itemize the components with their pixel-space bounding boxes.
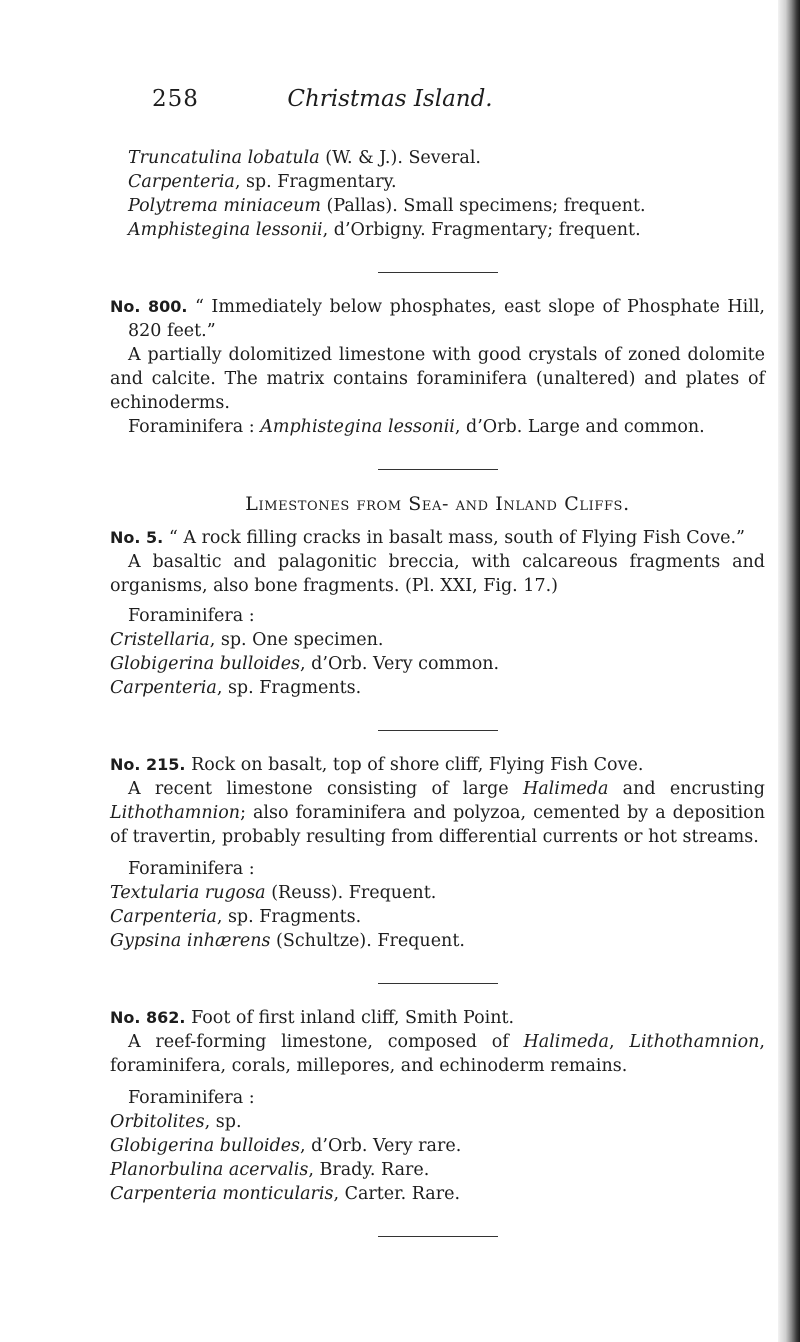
page-header xyxy=(0,86,780,116)
list-item: Carpenteria, sp. Fragmentary. xyxy=(128,172,397,192)
list-item: Planorbulina acervalis, Brady. Rare. xyxy=(110,1160,430,1180)
list-item: Truncatulina lobatula (W. & J.). Several. xyxy=(128,148,481,168)
section-heading: Limestones from Sea- and Inland Cliffs. xyxy=(245,493,630,515)
running-title: Christmas Island. xyxy=(287,86,493,112)
section-divider xyxy=(378,1236,498,1237)
specimen-number: No. 800. xyxy=(110,297,188,316)
list-item: Amphistegina lessonii, d’Orbigny. Fragmentary; frequent. xyxy=(128,220,641,240)
specimen-5 xyxy=(110,526,765,700)
list-item: Cristellaria, sp. One specimen. xyxy=(110,630,384,650)
specimen-number: No. 862. xyxy=(110,1008,186,1027)
specimen-description: A basaltic and palagonitic breccia, with calcareous fragments and organisms, also bone fragments. (Pl. XXI, Fig. 17.) xyxy=(110,552,765,596)
specimen-description: A reef-forming limestone, composed of Halimeda, Lithothamnion, foraminifera, corals, millepores, and echinoderm remains. xyxy=(110,1032,765,1076)
foraminifera-label: Foraminifera : xyxy=(128,1088,255,1108)
specimen-location: No. 215. Rock on basalt, top of shore cliff, Flying Fish Cove. xyxy=(110,755,644,775)
specimen-215 xyxy=(110,753,765,953)
specimen-862 xyxy=(110,1006,765,1206)
specimen-number: No. 5. xyxy=(110,528,164,547)
page-edge-shadow xyxy=(778,0,800,1342)
list-item: Textularia rugosa (Reuss). Frequent. xyxy=(110,883,437,903)
list-item: Globigerina bulloides, d’Orb. Very rare. xyxy=(110,1136,462,1156)
page-body xyxy=(110,146,765,1237)
foraminifera-label: Foraminifera : xyxy=(128,859,255,879)
specimen-description: A recent limestone consisting of large Halimeda and encrusting Lithothamnion; also foraminifera and polyzoa, cemented by a deposition of travertin, probably resulting from differential currents or hot streams. xyxy=(110,779,765,847)
specimen-description: A partially dolomitized limestone with good crystals of zoned dolomite and calcite. The matrix contains foraminifera (unaltered) and plates of echinoderms. xyxy=(110,345,765,413)
specimen-location: No. 5. “ A rock filling cracks in basalt mass, south of Flying Fish Cove.” xyxy=(110,528,745,548)
page-number: 258 xyxy=(152,86,199,112)
specimen-800 xyxy=(110,295,765,439)
list-item: Carpenteria, sp. Fragments. xyxy=(110,907,362,927)
specimen-number: No. 215. xyxy=(110,755,186,774)
list-item: Polytrema miniaceum (Pallas). Small specimens; frequent. xyxy=(128,196,646,216)
foraminifera-entry: Foraminifera : Amphistegina lessonii, d’Orb. Large and common. xyxy=(128,417,705,437)
list-item: Carpenteria, sp. Fragments. xyxy=(110,678,362,698)
list-item: Gypsina inhærens (Schultze). Frequent. xyxy=(110,931,465,951)
list-item: Carpenteria monticularis, Carter. Rare. xyxy=(110,1184,461,1204)
list-item: Orbitolites, sp. xyxy=(110,1112,242,1132)
foraminifera-label: Foraminifera : xyxy=(128,606,255,626)
specimen-location: No. 800. “ Immediately below phosphates, east slope of Phosphate Hill, 820 feet.” xyxy=(110,297,765,341)
specimen-location: No. 862. Foot of first inland cliff, Smith Point. xyxy=(110,1008,515,1028)
list-item: Globigerina bulloides, d’Orb. Very common. xyxy=(110,654,500,674)
